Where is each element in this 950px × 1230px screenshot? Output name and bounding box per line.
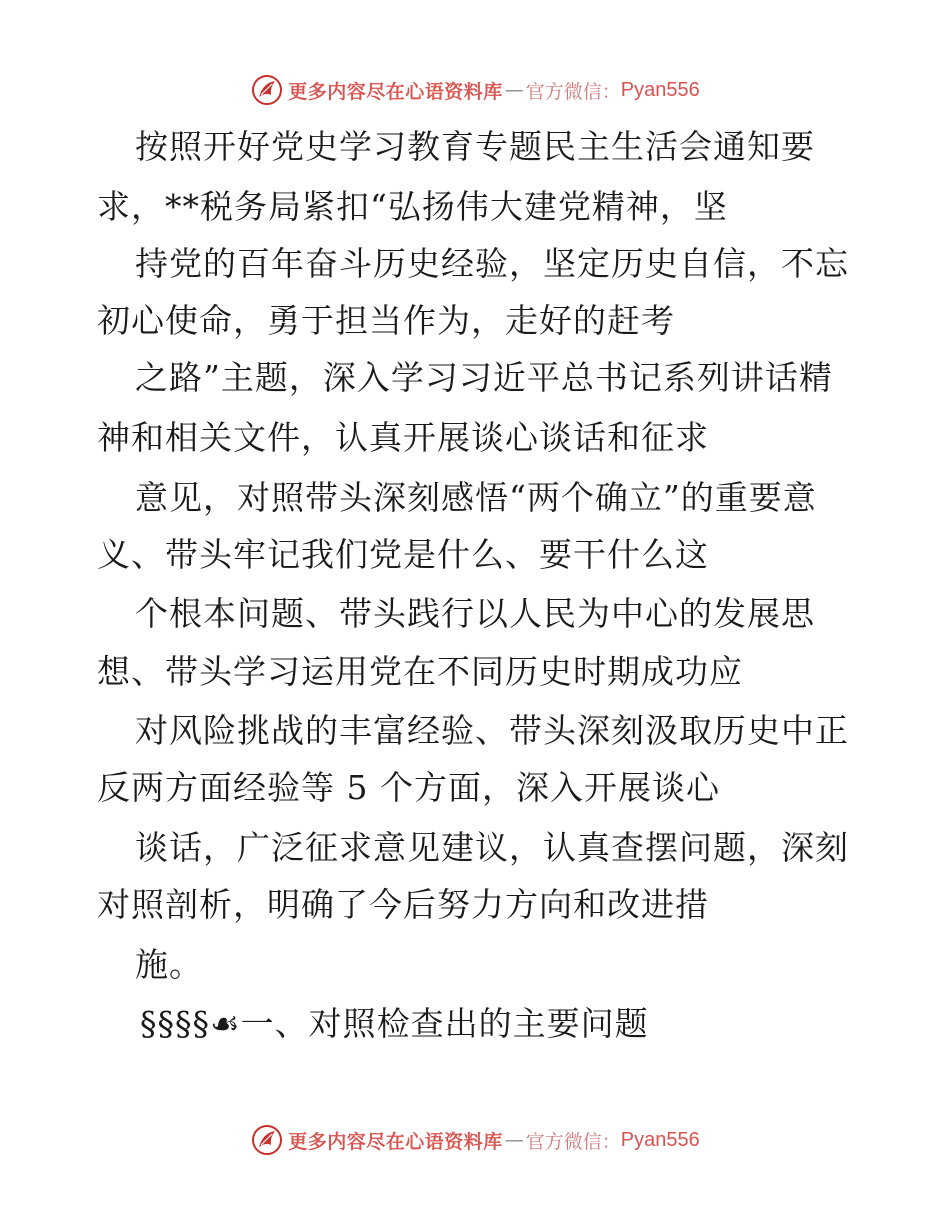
body-line: 神和相关文件，认真开展谈心谈话和征求 [97, 418, 709, 457]
body-line: 按照开好党史学习教育专题民主生活会通知要 [135, 127, 815, 166]
body-line: 谈话，广泛征求意见建议，认真查摆问题，深刻 [135, 828, 849, 867]
body-line: 初心使命，勇于担当作为，走好的赶考 [97, 301, 675, 340]
banner-main-text: 更多内容尽在心语资料库 [288, 1130, 503, 1153]
body-line: 施。 [135, 945, 203, 984]
banner-wechat-id: Pyan556 [620, 78, 700, 101]
body-line: 义、带头牢记我们党是什么、要干什么这 [97, 535, 709, 574]
footer-banner [0, 1120, 950, 1160]
logo-icon [250, 1123, 284, 1157]
banner-sub-text: 官方微信： [525, 80, 621, 103]
banner-main-text: 更多内容尽在心语资料库 [288, 80, 503, 103]
banner-sub-text: 官方微信： [525, 1130, 621, 1153]
banner-separator: — [504, 1129, 524, 1151]
body-line: 想、带头学习运用党在不同历史时期成功应 [97, 652, 743, 691]
body-line: 个根本问题、带头践行以人民为中心的发展思 [135, 594, 815, 633]
body-line: 对风险挑战的丰富经验、带头深刻汲取历史中正 [135, 711, 849, 750]
logo-icon [250, 73, 284, 107]
body-line: 持党的百年奋斗历史经验，坚定历史自信，不忘 [135, 244, 849, 283]
section-heading: §§§§☙一、对照检查出的主要问题 [140, 1004, 649, 1043]
banner-wechat-id: Pyan556 [620, 1128, 700, 1151]
banner-separator: — [504, 79, 524, 101]
body-line: 之路”主题，深入学习习近平总书记系列讲话精 [135, 358, 833, 397]
body-line: 反两方面经验等 5 个方面，深入开展谈心 [97, 768, 720, 807]
body-line: 意见，对照带头深刻感悟“两个确立”的重要意 [135, 478, 817, 517]
header-banner [0, 70, 950, 110]
body-line: 对照剖析，明确了今后努力方向和改进措 [97, 885, 709, 924]
body-line: 求，**税务局紧扣“弘扬伟大建党精神，坚 [97, 187, 728, 226]
